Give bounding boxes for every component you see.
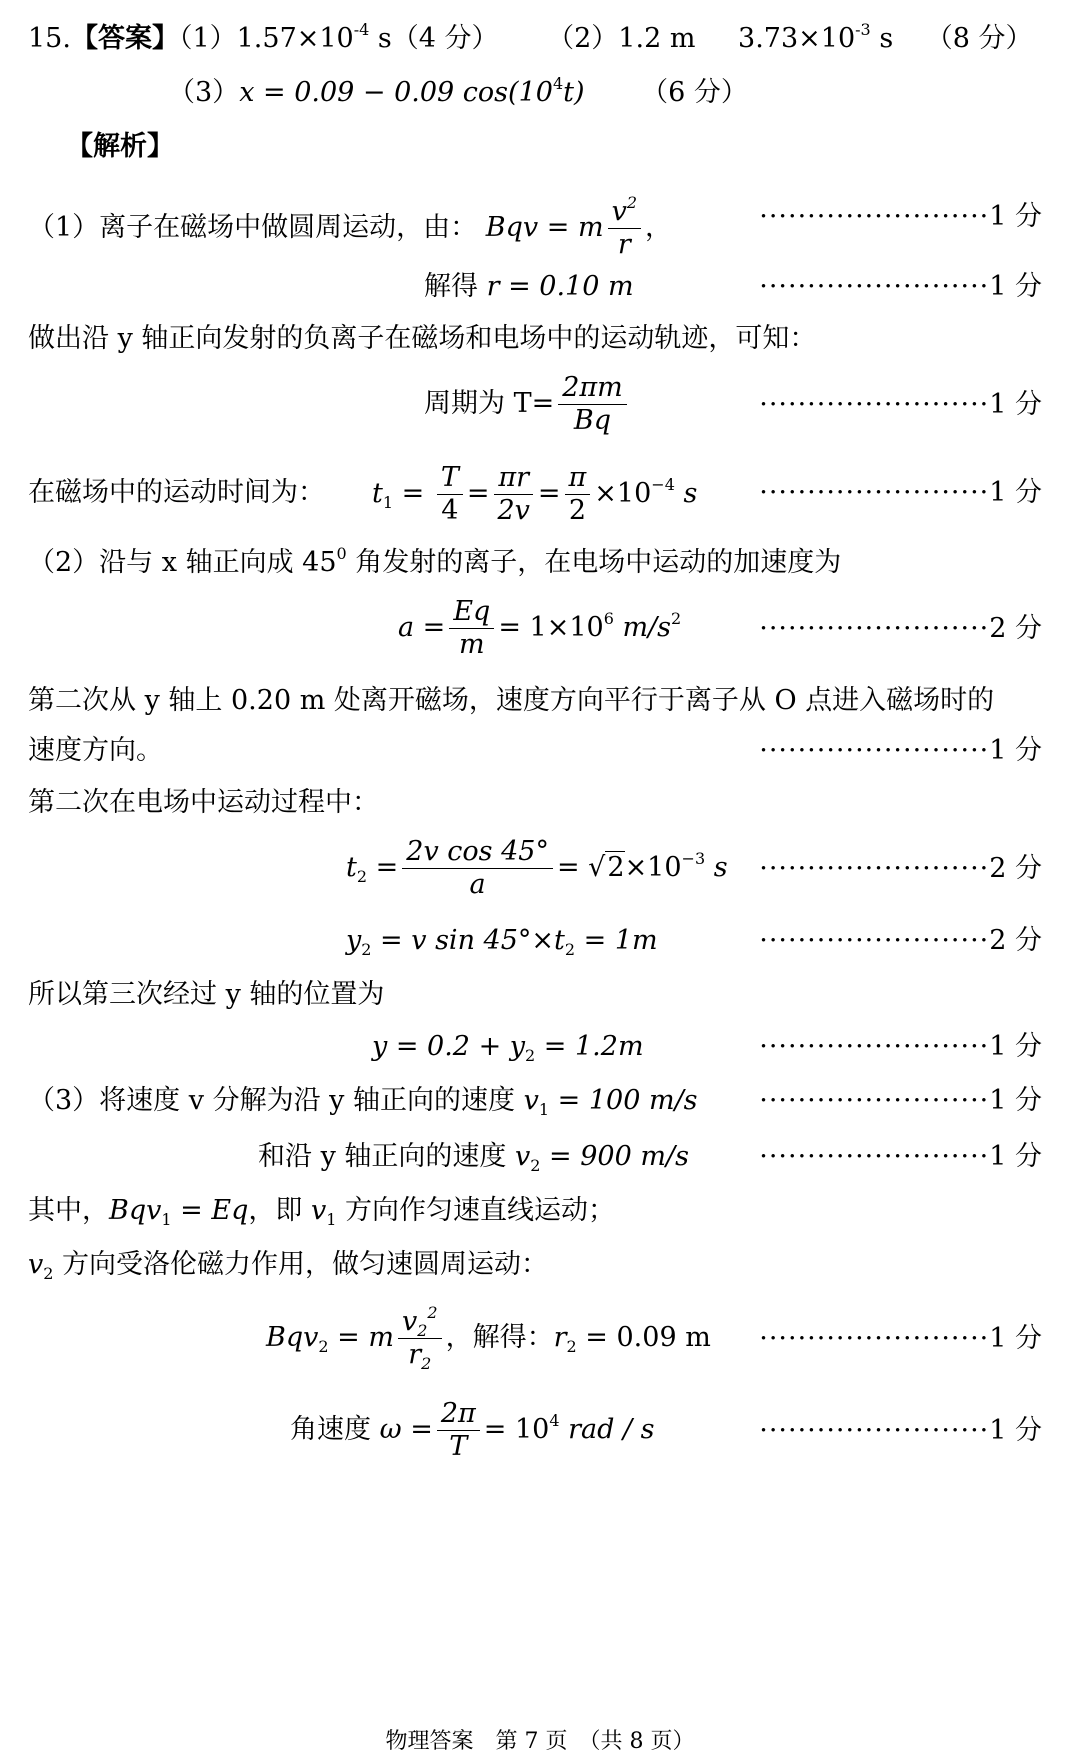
solution-step-5: 在磁场中的运动时间为： — [28, 477, 325, 508]
score-9: ························1 分 — [759, 735, 1042, 766]
solution-step-11: $t_2$ = $\frac{\text{2v cos 45°}}{a}$ = $√2\times 10^{-3}$ s — [346, 836, 728, 900]
solution-step-4: 周期为 T= $\frac{2\pi m}{Bq}$ — [424, 372, 631, 437]
solution-step-9: 速度方向。 — [28, 735, 163, 766]
score-4: ························1 分 — [759, 389, 1042, 420]
score-12: ························2 分 — [759, 925, 1042, 956]
fraction: $\frac{Eq}{m}$ — [449, 596, 494, 661]
solution-step-18: $v_2$ 方向受洛伦磁力作用，做匀速圆周运动： — [28, 1249, 549, 1283]
fraction: $\frac{\text{2v cos 45°}}{a}$ — [402, 836, 553, 901]
solution-step-14: $y = 0.2 + y_2 = 1.2m$ — [372, 1031, 644, 1065]
fraction: $\frac{\pi r}{2v}$ — [493, 462, 533, 527]
score-2: ························1 分 — [759, 271, 1042, 302]
answer-tag: 【答案】 — [70, 23, 179, 54]
question-number: 15. — [28, 23, 71, 54]
solution-step-15: （3）将速度 v 分解为沿 y 轴正向的速度 $v_1 = 100$ m/s — [28, 1085, 698, 1119]
answer-line-2: （3）x = 0.09 − 0.09 $\cos(10^4t)$ （6 分） — [168, 74, 748, 108]
solution-step-3: 做出沿 y 轴正向发射的负离子在磁场和电场中的运动轨迹，可知： — [28, 323, 817, 354]
solution-step-16: 和沿 y 轴正向的速度 $v_2 = 900$ m/s — [258, 1141, 689, 1175]
fraction: $\frac{2\pi m}{Bq}$ — [558, 372, 627, 437]
score-20: ························1 分 — [759, 1415, 1042, 1446]
solution-step-20: 角速度 ω = $\frac{2\pi}{T}$ = $10^4$ rad / s — [290, 1398, 655, 1462]
page-footer: 物理答案 第 7 页 （共 8 页） — [385, 1729, 695, 1754]
solution-step-8: 第二次从 y 轴上 0.20 m 处离开磁场，速度方向平行于离子从 O 点进入磁场时的 — [28, 685, 995, 716]
analysis-title: 【解析】 — [66, 131, 174, 162]
fraction: $\frac{v^2}{r}$ — [608, 196, 641, 261]
score-16: ························1 分 — [759, 1141, 1042, 1172]
score-19: ························1 分 — [759, 1323, 1042, 1354]
solution-step-7: a = $\frac{Eq}{m}$ = $1\times 10^6$ $m/s^2$ — [398, 596, 682, 660]
solution-step-1: （1）离子在磁场中做圆周运动，由： Bqv = m $\frac{v^2}{r}$ ， — [28, 193, 673, 260]
solution-step-19: Bqv$_2$ = m $\frac{v_2^2}{r_2}$ ，解得：$r_2 = 0.09$ m — [266, 1303, 711, 1373]
solution-step-5-eq: $t_1$ = $\frac{T}{4}$ = $\frac{\pi r}{2v}$ = $\frac{\pi}{2}$ $\times 10^{-4}$ s — [372, 462, 698, 526]
solution-step-10: 第二次在电场中运动过程中： — [28, 787, 379, 818]
solution-step-6: （2）沿与 x 轴正向成 $45^0$ 角发射的离子，在电场中运动的加速度为 — [28, 544, 842, 578]
fraction: $\frac{2\pi}{T}$ — [437, 1398, 480, 1463]
score-5: ························1 分 — [759, 477, 1042, 508]
score-15: ························1 分 — [759, 1085, 1042, 1116]
fraction: $\frac{T}{4}$ — [437, 462, 463, 527]
fraction: $\frac{v_2^2}{r_2}$ — [398, 1306, 442, 1371]
solution-step-2: 解得 r = 0.10 m — [424, 271, 634, 302]
solution-step-17: 其中，Bqv$_1$ = Eq，即 $v_1$ 方向作匀速直线运动； — [28, 1195, 615, 1229]
score-11: ························2 分 — [759, 853, 1042, 884]
solution-step-13: 所以第三次经过 y 轴的位置为 — [28, 979, 385, 1010]
score-1: ························1 分 — [759, 201, 1042, 232]
answer-line-1: 15.【答案】$(1)1.57\times 10^{-4}$ s（4 分） （2）1.2 m $3.73\times 10^{-3}$ s （8 分） — [28, 20, 1033, 54]
fraction: $\frac{\pi}{2}$ — [565, 462, 591, 527]
score-7: ························2 分 — [759, 613, 1042, 644]
solution-step-12: $y_2 = v$ $\sin 45^\circ\times t_2 = 1m$ — [346, 925, 658, 959]
score-14: ························1 分 — [759, 1031, 1042, 1062]
